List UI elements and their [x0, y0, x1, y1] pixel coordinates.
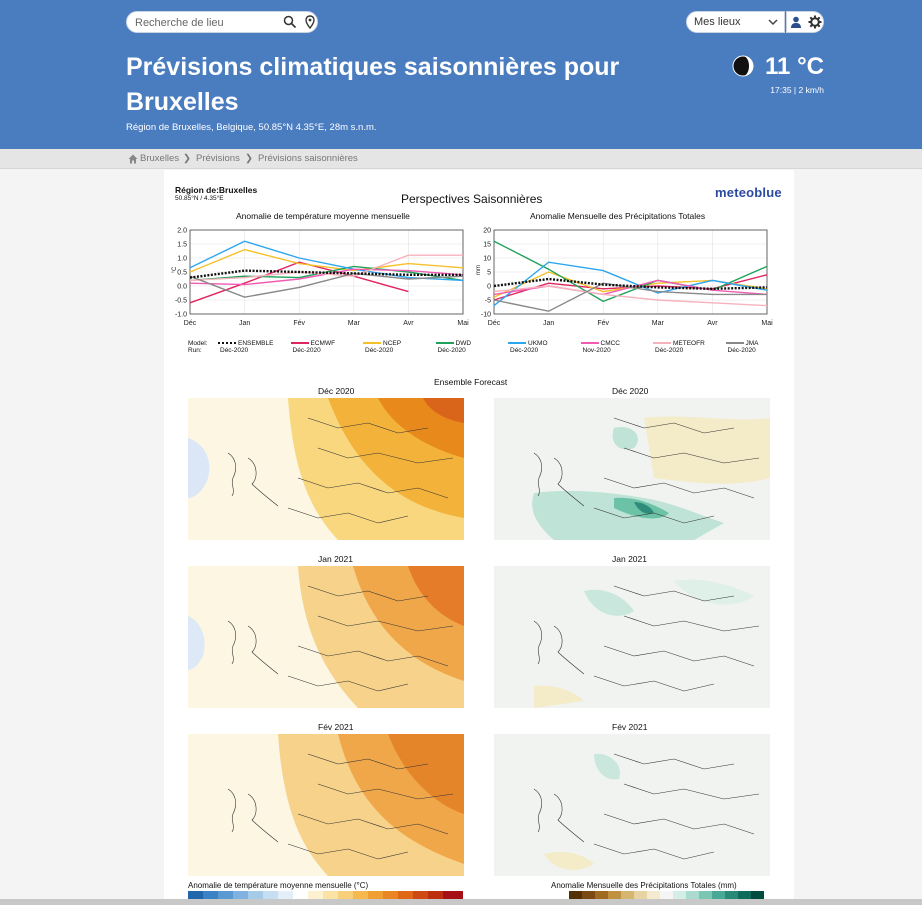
legend-model-name: JMA: [745, 340, 759, 347]
map-month-label: Déc 2020: [318, 386, 355, 396]
precipitation-anomaly-map: [494, 566, 770, 708]
my-locations-label: Mes lieux: [694, 16, 741, 28]
legend-run-label: Run:: [188, 347, 202, 354]
x-tick-label: Déc: [183, 320, 197, 327]
legend-swatch: [508, 342, 526, 344]
current-weather[interactable]: [728, 52, 824, 98]
breadcrumb-separator: ❯: [183, 153, 191, 164]
x-tick-label: Mai: [457, 320, 469, 327]
horizontal-scrollbar[interactable]: [0, 899, 922, 905]
legend-model-name: CMCC: [600, 340, 620, 347]
x-tick-label: Fév: [597, 320, 610, 327]
chevron-down-icon: [767, 16, 779, 28]
legend-model-name: DWD: [455, 340, 472, 347]
x-tick-label: Jan: [542, 320, 555, 327]
legend-swatch: [291, 342, 309, 344]
legend-model-name: UKMO: [528, 340, 548, 347]
location-search[interactable]: [126, 11, 318, 33]
home-icon[interactable]: [128, 154, 138, 164]
temperature-anomaly-map: [188, 566, 464, 708]
series-line-dwd: [494, 241, 767, 301]
temperature-anomaly-chart: [170, 224, 470, 334]
current-temperature: 11 °C: [765, 53, 824, 80]
y-tick-label: 15: [483, 241, 491, 249]
legend-model-name: METEOFR: [673, 340, 705, 347]
y-tick-label: -5: [484, 297, 491, 305]
y-tick-label: 10: [483, 255, 491, 263]
legend-swatch: [436, 342, 454, 344]
map-month-label: Jan 2021: [612, 554, 647, 564]
moon-icon: [731, 54, 755, 78]
precipitation-anomaly-map: [494, 734, 770, 876]
ensemble-forecast-title: Ensemble Forecast: [434, 377, 508, 387]
x-tick-label: Mai: [761, 320, 773, 327]
legend-run-date: Déc-2020: [510, 347, 539, 354]
x-tick-label: Avr: [707, 320, 718, 327]
header-icon-buttons: [786, 11, 824, 33]
figure-region-label: Région de:Bruxelles: [175, 185, 258, 195]
y-tick-label: 1.0: [177, 255, 187, 263]
settings-gear-icon[interactable]: [808, 15, 822, 29]
legend-run-date: Nov-2020: [582, 347, 611, 354]
x-tick-label: Mar: [651, 320, 664, 327]
figure-main-title: Perspectives Saisonnières: [401, 192, 543, 206]
y-tick-label: 1.5: [177, 241, 187, 249]
breadcrumb: [0, 149, 922, 169]
legend-swatch: [726, 342, 744, 344]
legend-run-date: Déc-2020: [437, 347, 466, 354]
legend-swatch: [581, 342, 599, 344]
y-tick-label: -0.5: [174, 297, 187, 305]
y-tick-label: 0.5: [177, 269, 187, 277]
legend-run-date: Déc-2020: [365, 347, 394, 354]
x-tick-label: Déc: [487, 320, 501, 327]
temp-chart-title: Anomalie de température moyenne mensuelle: [236, 211, 410, 221]
y-axis-label: °C: [172, 266, 178, 274]
page-title: Prévisions climatiques saisonnières pour Bruxelles: [126, 53, 620, 116]
location-pin-icon[interactable]: [303, 15, 317, 29]
map-month-label: Fév 2021: [318, 722, 354, 732]
legend-run-date: Déc-2020: [292, 347, 321, 354]
map-month-label: Déc 2020: [612, 386, 649, 396]
my-locations-dropdown[interactable]: [686, 11, 785, 33]
search-input[interactable]: [135, 15, 275, 31]
legend-swatch: [653, 342, 671, 344]
x-tick-label: Jan: [238, 320, 251, 327]
y-tick-label: 0.0: [177, 283, 187, 291]
search-icon[interactable]: [283, 15, 297, 29]
y-tick-label: 0: [487, 283, 491, 291]
map-month-label: Fév 2021: [612, 722, 648, 732]
legend-run-date: Déc-2020: [220, 347, 249, 354]
temperature-anomaly-map: [188, 734, 464, 876]
x-tick-label: Avr: [403, 320, 414, 327]
temperature-scale-label: Anomalie de température moyenne mensuelle (°C): [188, 881, 369, 890]
legend-model-label: Model:: [188, 340, 208, 347]
legend-run-date: Déc-2020: [655, 347, 684, 354]
breadcrumb-separator: ❯: [245, 153, 253, 164]
figure-coords: 50.85°N / 4.35°E: [175, 195, 224, 202]
model-legend: [188, 340, 768, 356]
temperature-anomaly-map: [188, 398, 464, 540]
precip-chart-title: Anomalie Mensuelle des Précipitations Totales: [530, 211, 706, 221]
map-month-label: Jan 2021: [318, 554, 353, 564]
legend-model-name: ECMWF: [310, 340, 336, 347]
y-tick-label: -1.0: [174, 311, 187, 319]
y-tick-label: 2.0: [177, 227, 187, 235]
breadcrumb-bruxelles[interactable]: Bruxelles: [140, 153, 180, 164]
y-axis-label: mm: [476, 265, 482, 275]
precipitation-scale-label: Anomalie Mensuelle des Précipitations Totales (mm): [551, 881, 737, 890]
legend-model-name: ENSEMBLE: [238, 340, 274, 347]
meteoblue-logo: meteoblue: [715, 185, 782, 200]
user-icon[interactable]: [789, 15, 803, 29]
legend-run-date: Déc-2020: [727, 347, 756, 354]
breadcrumb-current: Prévisions saisonnières: [258, 153, 358, 164]
x-tick-label: Mar: [347, 320, 360, 327]
time-wind: 17:35 | 2 km/h: [770, 85, 824, 95]
x-tick-label: Fév: [293, 320, 306, 327]
legend-swatch: [363, 342, 381, 344]
location-subtitle: Région de Bruxelles, Belgique, 50.85°N 4.35°E, 28m s.n.m.: [126, 122, 377, 133]
legend-model-name: NCEP: [383, 340, 402, 347]
y-tick-label: 20: [483, 227, 491, 235]
precipitation-anomaly-chart: [474, 224, 774, 334]
precipitation-anomaly-map: [494, 398, 770, 540]
y-tick-label: 5: [487, 269, 491, 277]
breadcrumb-previsions[interactable]: Prévisions: [196, 153, 240, 164]
y-tick-label: -10: [480, 311, 491, 319]
legend-swatch: [218, 342, 236, 344]
